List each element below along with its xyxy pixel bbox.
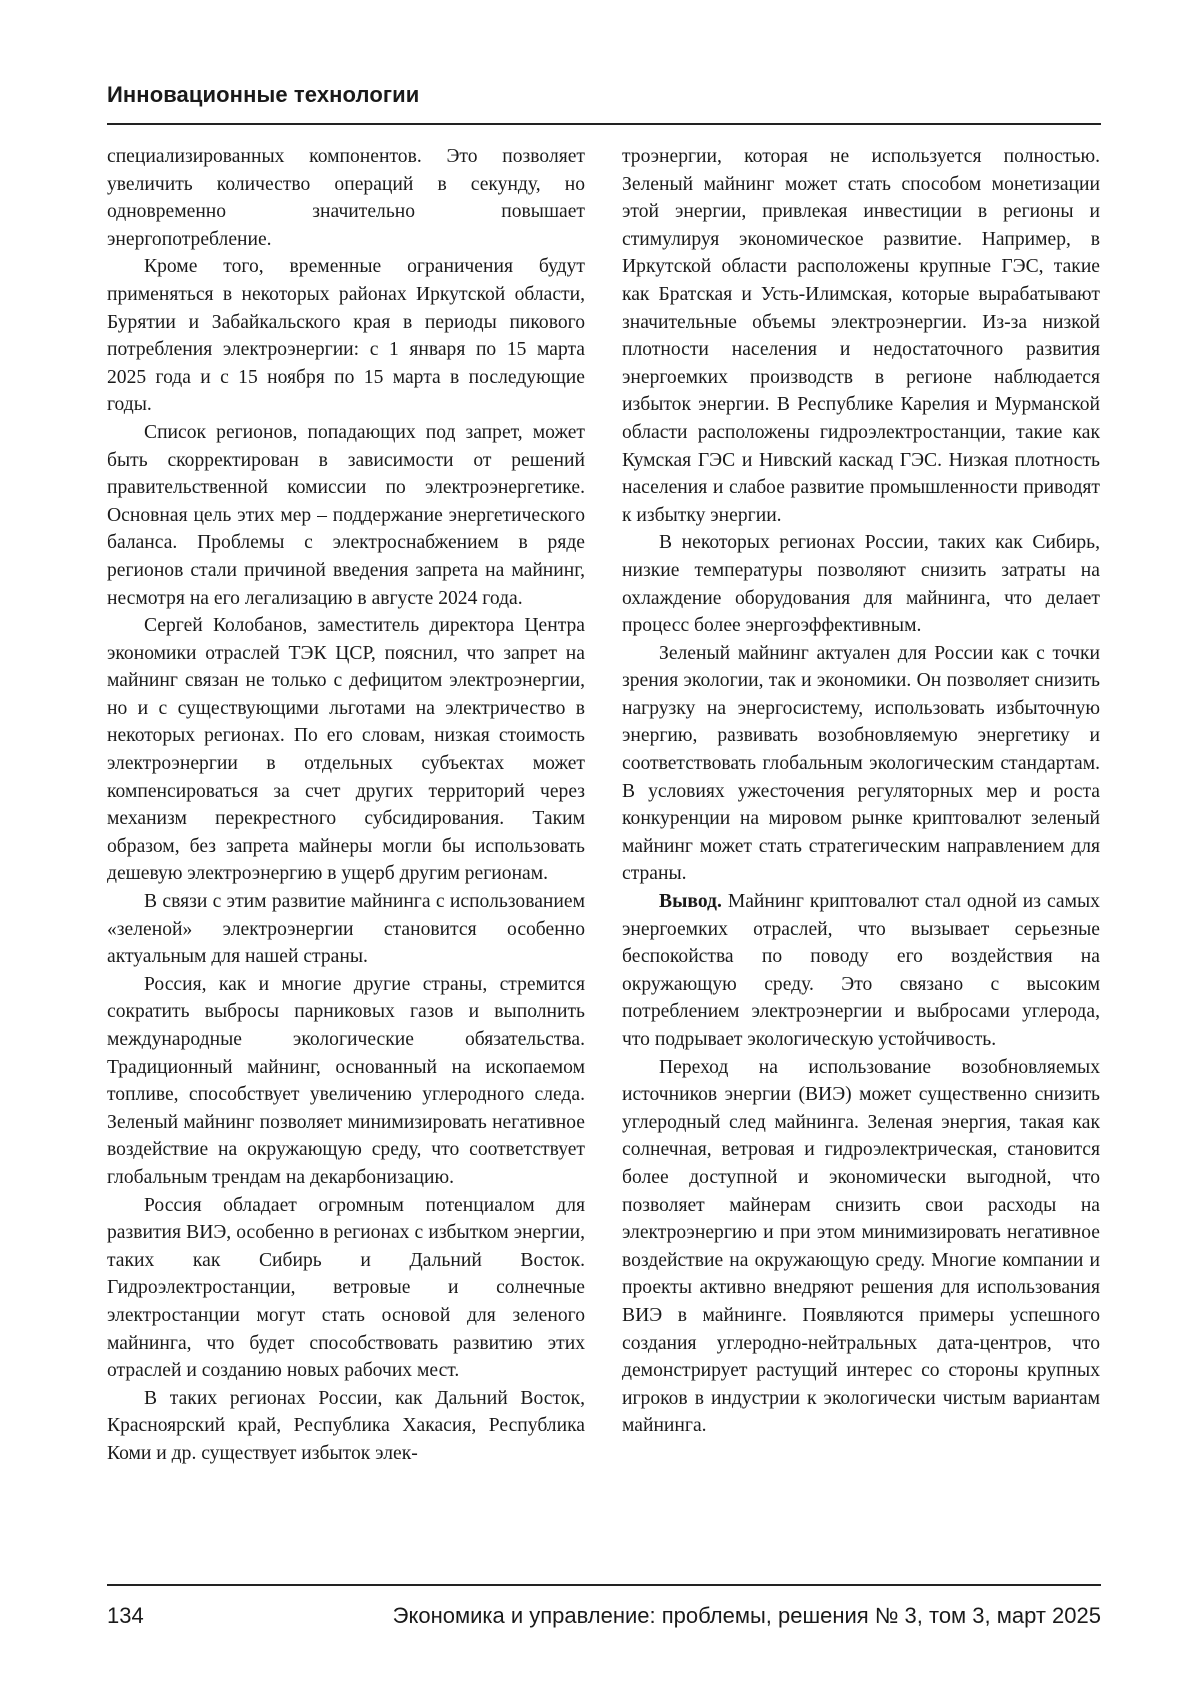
section-title: Инновационные технологии — [107, 82, 420, 107]
page-number: 134 — [107, 1603, 144, 1628]
paragraph: троэнергии, которая не используется полностью. Зеленый майнинг может стать способом монетизации этой энергии, привлекая инвестиции в регионы и стимулируя экономическое развитие. Например, в Иркутской области расположены крупные ГЭС, такие как Братская и Усть-Илимская, которые вырабатывают значительные объемы электроэнергии. Из-за низкой плотности населения и недостаточного развития энергоемких производств в регионе наблюдается избыток энергии. В Республике Карелия и Мурманской области расположены гидроэлектростанции, такие как Кумская ГЭС и Нивский каскад ГЭС. Низкая плотность населения и слабое развитие промышленности приводят к избытку энергии. — [622, 146, 1100, 526]
paragraph: специализированных компонентов. Это позволяет увеличить количество операций в секунду, но одновременно значительно повышает энергопотребление. — [107, 146, 585, 250]
footer-divider — [107, 1584, 1101, 1586]
paragraph: В связи с этим развитие майнинга с использованием «зеленой» электроэнергии становится особенно актуальным для нашей страны. — [107, 891, 585, 968]
paragraph: Россия обладает огромным потенциалом для развития ВИЭ, особенно в регионах с избытком энергии, таких как Сибирь и Дальний Восток. Гидроэлектростанции, ветровые и солнечные электростанции могут стать основой для зеленого майнинга, что будет способствовать развитию этих отраслей и созданию новых рабочих мест. — [107, 1194, 585, 1382]
journal-citation: Экономика и управление: проблемы, решения № 3, том 3, март 2025 — [392, 1603, 1101, 1628]
paragraph: Сергей Колобанов, заместитель директора Центра экономики отраслей ТЭК ЦСР, пояснил, что запрет на майнинг связан не только с дефицитом электроэнергии, но и с существующими льготами на электричество в некоторых регионах. По его словам, низкая стоимость электроэнергии в отдельных субъектах может компенсироваться за счет других территорий через механизм перекрестного субсидирования. Таким образом, без запрета майнеры могли бы использовать дешевую электроэнергию в ущерб другим регионам. — [107, 615, 585, 885]
paragraph: Россия, как и многие другие страны, стремится сократить выбросы парниковых газов и выполнить международные экологические обязательства. Традиционный майнинг, основанный на ископаемом топливе, способствует увеличению углеродного следа. Зеленый майнинг позволяет минимизировать негативное воздействие на окружающую среду, что соответствует глобальным трендам на декарбонизацию. — [107, 973, 585, 1188]
paragraph: Зеленый майнинг актуален для России как с точки зрения экологии, так и экономики. Он позволяет снизить нагрузку на энергосистему, использовать избыточную энергию, развивать возобновляемую энергетику и соответствовать глобальным экологическим стандартам. В условиях ужесточения регуляторных мер и роста конкуренции на мировом рынке криптовалют зеленый майнинг может стать стратегическим направлением для страны. — [622, 642, 1100, 885]
paragraph: В некоторых регионах России, таких как Сибирь, низкие температуры позволяют снизить затраты на охлаждение оборудования для майнинга, что делает процесс более энергоэффективным. — [622, 532, 1100, 637]
conclusion-paragraph — [622, 888, 1100, 1054]
conclusion-label: Вывод. — [659, 891, 722, 913]
left-column — [107, 143, 585, 1468]
conclusion-text: Майнинг криптовалют стал одной из самых энергоемких отраслей, что вызывает серьезные беспокойства по поводу его воздействия на окружающую среду. Это связано с высоким потреблением электроэнергии и выбросами углерода, что подрывает экологическую устойчивость. — [622, 891, 1100, 1050]
paragraph: В таких регионах России, как Дальний Восток, Красноярский край, Республика Хакасия, Республика Коми и др. существует избыток элек- — [107, 1387, 585, 1464]
paragraph: Список регионов, попадающих под запрет, может быть скорректирован в зависимости от решений правительственной комиссии по электроэнергетике. Основная цель этих мер – поддержание энергетического баланса. Проблемы с электроснабжением в ряде регионов стали причиной введения запрета на майнинг, несмотря на его легализацию в августе 2024 года. — [107, 421, 585, 609]
paragraph: Кроме того, временные ограничения будут применяться в некоторых районах Иркутской области, Бурятии и Забайкальского края в периоды пикового потребления электроэнергии: с 1 января по 15 марта 2025 года и с 15 ноября по 15 марта в последующие годы. — [107, 256, 585, 416]
paragraph: Переход на использование возобновляемых источников энергии (ВИЭ) может существенно снизить углеродный след майнинга. Зеленая энергия, такая как солнечная, ветровая и гидроэлектрическая, становится более доступной и экономически выгодной, что позволяет майнерам снизить свои расходы на электроэнергию и при этом минимизировать негативное воздействие на окружающую среду. Многие компании и проекты активно внедряют решения для использования ВИЭ в майнинге. Появляются примеры успешного создания углеродно-нейтральных дата-центров, что демонстрирует растущий интерес со стороны крупных игроков в индустрии к экологически чистым вариантам майнинга. — [622, 1056, 1100, 1437]
right-column — [622, 143, 1100, 1440]
header-divider — [107, 123, 1101, 125]
